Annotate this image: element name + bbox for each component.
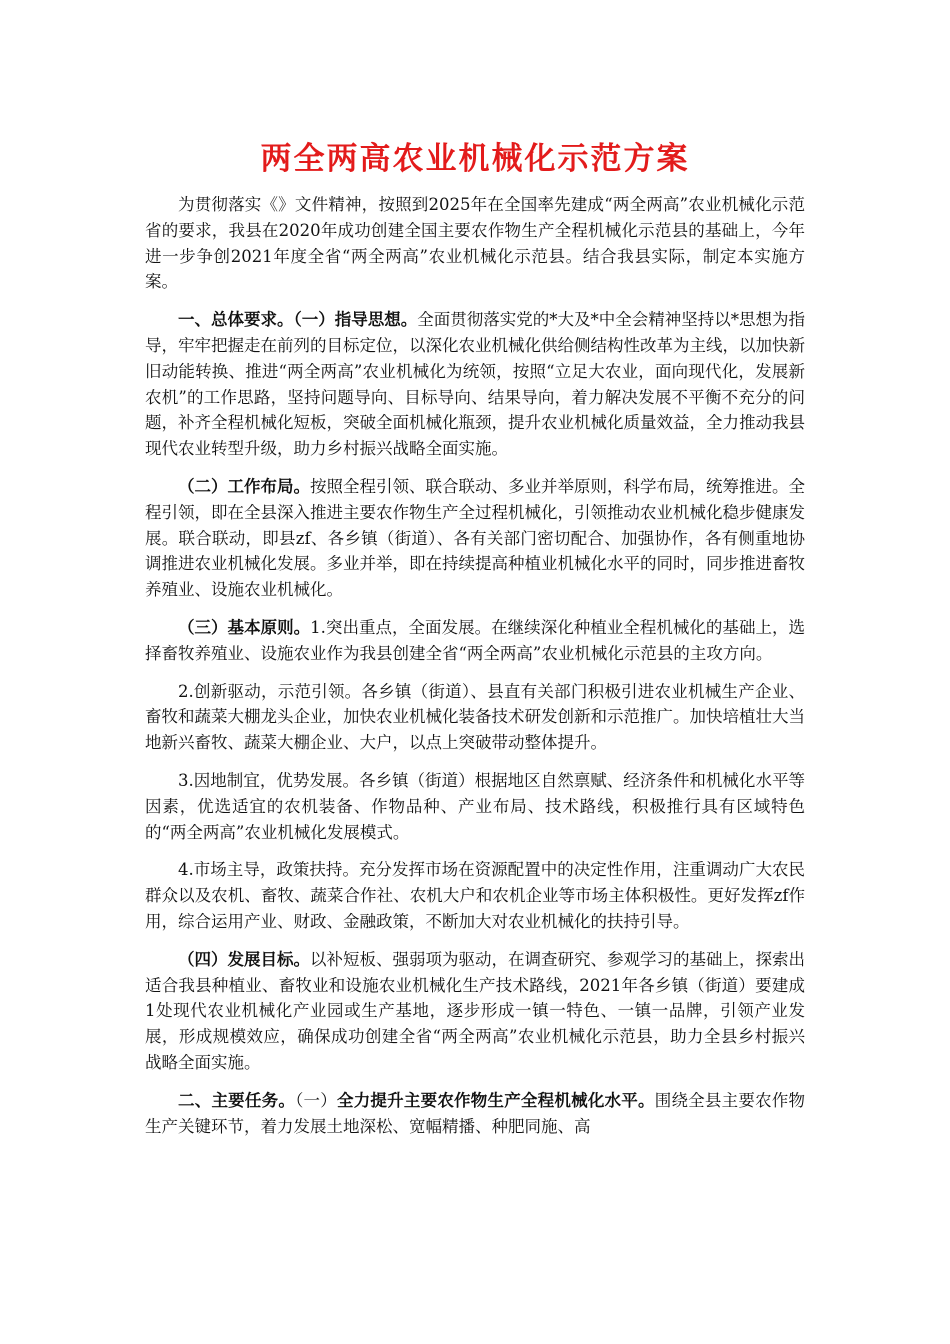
paragraph-principle-4 (145, 857, 805, 934)
paragraph-basic-principles (145, 615, 805, 667)
section-heading: 二、主要任务。 (178, 1090, 296, 1110)
section-heading: 一、总体要求。（一）指导思想。 (178, 310, 418, 330)
paragraph-text: 为贯彻落实《》文件精神，按照到2025年在全国率先建成“两全两高”农业机械化示范省的要求，我县在2020年成功创建全国主要农作物生产全程机械化示范县的基础上，今年进一步争创2021年度全省“两全两高”农业机械化示范县。结合我县实际，制定本实施方案。 (145, 195, 805, 292)
paragraph-text: 围绕全县主要农作物生产关键环节，着力发展土地深松、宽幅精播、种肥同施、高 (145, 1090, 806, 1136)
section-subheading: 全力提升主要农作物生产全程机械化水平。 (336, 1090, 655, 1110)
paragraph-text: （一） (295, 1090, 337, 1110)
document-title: 两全两高农业机械化示范方案 (260, 141, 690, 177)
paragraph-guiding-thought (145, 307, 805, 462)
section-heading: （四）发展目标。 (178, 949, 310, 969)
section-heading: （三）基本原则。 (178, 617, 311, 637)
paragraph-principle-3 (145, 768, 805, 845)
paragraph-work-layout (145, 474, 805, 603)
paragraph-main-tasks (145, 1088, 805, 1140)
paragraph-intro (145, 192, 805, 295)
section-heading: （二）工作布局。 (178, 476, 310, 496)
paragraph-text: 4.市场主导，政策扶持。充分发挥市场在资源配置中的决定性作用，注重调动广大农民群众以及农机、畜牧、蔬菜合作社、农机大户和农机企业等市场主体积极性。更好发挥zf作用，综合运用产业、财政、金融政策，不断加大对农业机械化的扶持引导。 (145, 860, 805, 931)
document-body (145, 192, 805, 1139)
paragraph-text: 3.因地制宜，优势发展。各乡镇（街道）根据地区自然禀赋、经济条件和机械化水平等因素，优选适宜的农机装备、作物品种、产业布局、技术路线，积极推行具有区域特色的“两全两高”农业机械化发展模式。 (145, 770, 805, 842)
paragraph-principle-2 (145, 679, 805, 756)
paragraph-text: 1.突出重点，全面发展。在继续深化种植业全程机械化的基础上，选择畜牧养殖业、设施农业作为我县创建全省“两全两高”农业机械化示范县的主攻方向。 (145, 617, 806, 663)
paragraph-text: 以补短板、强弱项为驱动，在调查研究、参观学习的基础上，探索出适合我县种植业、畜牧业和设施农业机械化生产技术路线，2021年各乡镇（街道）要建成1处现代农业机械化产业园或生产基地，逐步形成一镇一特色、一镇一品牌，引领产业发展，形成规模效应，确保成功创建全省“两全两高”农业机械化示范县，助力全县乡村振兴战略全面实施。 (145, 949, 805, 1072)
paragraph-development-goals (145, 947, 805, 1076)
paragraph-text: 2.创新驱动，示范引领。各乡镇（街道）、县直有关部门积极引进农业机械生产企业、畜牧和蔬菜大棚龙头企业，加快农业机械化装备技术研发创新和示范推广。加快培植壮大当地新兴畜牧、蔬菜大棚企业、大户，以点上突破带动整体提升。 (145, 681, 805, 753)
paragraph-text: 按照全程引领、联合联动、多业并举原则，科学布局，统筹推进。全程引领，即在全县深入推进主要农作物生产全过程机械化，引领推动农业机械化稳步健康发展。联合联动，即县zf、各乡镇（街道）、各有关部门密切配合、加强协作，各有侧重地协调推进农业机械化发展。多业并举，即在持续提高种植业机械化水平的同时，同步推进畜牧养殖业、设施农业机械化。 (145, 476, 805, 600)
paragraph-text: 全面贯彻落实党的*大及*中全会精神坚持以*思想为指导，牢牢把握走在前列的目标定位，以深化农业机械化供给侧结构性改革为主线，以加快新旧动能转换、推进“两全两高”农业机械化为统领，按照“立足大农业，面向现代化，发展新农机”的工作思路，坚持问题导向、目标导向、结果导向，着力解决发展不平衡不充分的问题，补齐全程机械化短板，突破全面机械化瓶颈，提升农业机械化质量效益，全力推动我县现代农业转型升级，助力乡村振兴战略全面实施。 (145, 310, 805, 459)
